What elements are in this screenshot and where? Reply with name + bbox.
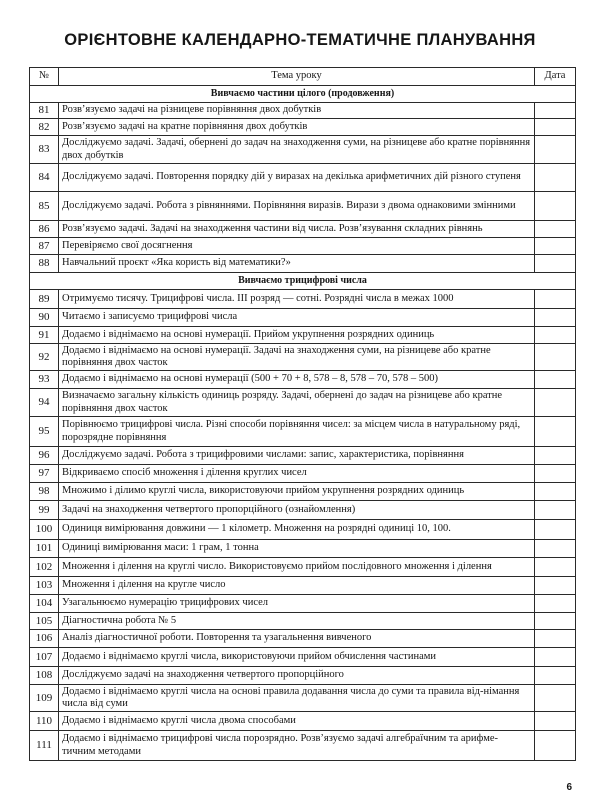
lesson-date [535,483,576,501]
table-row [30,731,576,761]
lesson-date [535,103,576,119]
lesson-topic: Досліджуємо задачі. Робота з рівняннями. Порівняння виразів. Вирази з двома однаковими змінними [59,192,535,221]
lesson-number: 106 [30,630,59,648]
table-row [30,577,576,595]
lesson-topic: Досліджуємо задачі. Задачі, обернені до задач на знаходження суми, на різницеве або кратне порівняння двох добутків [59,136,535,164]
table-row [30,685,576,712]
table-row [30,192,576,221]
table-row [30,558,576,577]
lesson-date [535,595,576,613]
lesson-date [535,371,576,389]
lesson-topic: Задачі на знаходження четвертого пропорційного (ознайомлення) [59,501,535,520]
lesson-number: 82 [30,119,59,136]
lesson-topic: Аналіз діагностичної роботи. Повторення та узагальнення вивченого [59,630,535,648]
table-row [30,630,576,648]
column-header-topic: Тема уроку [59,68,535,86]
table-row [30,290,576,309]
lesson-topic: Діагностична робота № 5 [59,613,535,630]
lesson-topic: Відкриваємо спосіб множення і ділення круглих чисел [59,465,535,483]
column-header-date: Дата [535,68,576,86]
lesson-topic: Досліджуємо задачі. Повторення порядку дій у виразах на декілька арифметичних дій різного ступеня [59,164,535,192]
lesson-number: 90 [30,309,59,327]
lesson-date [535,417,576,447]
lesson-date [535,558,576,577]
lesson-number: 102 [30,558,59,577]
lesson-topic: Додаємо і віднімаємо на основі нумерації. Задачі на знаходження суми, на різницеве або кратне порівняння двох часток [59,344,535,371]
lesson-plan-table [29,67,576,761]
lesson-topic: Додаємо і віднімаємо трицифрові числа порозрядно. Розв’язуємо задачі алгебраїчним та арифме-тичним методами [59,731,535,761]
lesson-number: 87 [30,238,59,255]
lesson-number: 84 [30,164,59,192]
lesson-date [535,221,576,238]
lesson-date [535,447,576,465]
lesson-date [535,119,576,136]
lesson-topic: Додаємо і віднімаємо круглі числа на основі правила додавання числа до суми та правила від-німання числа від суми [59,685,535,712]
page-title: ОРІЄНТОВНЕ КАЛЕНДАРНО-ТЕМАТИЧНЕ ПЛАНУВАННЯ [64,31,536,49]
lesson-topic: Навчальний проєкт «Яка користь від математики?» [59,255,535,273]
lesson-topic: Додаємо і віднімаємо на основі нумерації (500 + 70 + 8, 578 – 8, 578 – 70, 578 – 500) [59,371,535,389]
section-header-row [30,86,576,103]
lesson-number: 111 [30,731,59,761]
lesson-topic: Узагальнюємо нумерацію трицифрових чисел [59,595,535,613]
lesson-date [535,577,576,595]
lesson-number: 81 [30,103,59,119]
lesson-date [535,309,576,327]
lesson-number: 97 [30,465,59,483]
lesson-topic: Перевіряємо свої досягнення [59,238,535,255]
lesson-number: 89 [30,290,59,309]
lesson-date [535,255,576,273]
table-row [30,255,576,273]
lesson-date [535,613,576,630]
lesson-date [535,731,576,761]
table-row [30,221,576,238]
table-row [30,417,576,447]
lesson-number: 105 [30,613,59,630]
table-row [30,520,576,540]
lesson-date [535,520,576,540]
lesson-topic: Множимо і ділимо круглі числа, використовуючи прийом укрупнення розрядних одиниць [59,483,535,501]
lesson-topic: Розв’язуємо задачі на кратне порівняння двох добутків [59,119,535,136]
lesson-number: 104 [30,595,59,613]
lesson-topic: Порівнюємо трицифрові числа. Різні способи порівняння чисел: за місцем числа в натуральному ряді, порозрядне порівняння [59,417,535,447]
lesson-date [535,501,576,520]
table-row [30,595,576,613]
lesson-number: 98 [30,483,59,501]
table-row [30,613,576,630]
lesson-topic: Множення і ділення на круглі число. Використовуємо прийом послідовного множення і ділення [59,558,535,577]
lesson-number: 85 [30,192,59,221]
lesson-number: 100 [30,520,59,540]
table-row [30,667,576,685]
lesson-number: 110 [30,712,59,731]
lesson-topic: Множення і ділення на кругле число [59,577,535,595]
table-row [30,648,576,667]
table-row [30,483,576,501]
lesson-date [535,648,576,667]
section-header-row [30,273,576,290]
table-row [30,309,576,327]
table-row [30,344,576,371]
lesson-topic: Досліджуємо задачі на знаходження четвертого пропорційного [59,667,535,685]
table-row [30,371,576,389]
table-row [30,119,576,136]
table-row [30,540,576,558]
lesson-topic: Додаємо і віднімаємо круглі числа двома способами [59,712,535,731]
table-row [30,103,576,119]
lesson-number: 86 [30,221,59,238]
lesson-topic: Розв’язуємо задачі на різницеве порівняння двох добутків [59,103,535,119]
table-row [30,501,576,520]
lesson-number: 91 [30,327,59,344]
lesson-topic: Читаємо і записуємо трицифрові числа [59,309,535,327]
table-row [30,164,576,192]
table-row [30,136,576,164]
page-number: 6 [566,782,572,793]
lesson-topic: Одиниця вимірювання довжини — 1 кілометр. Множення на розрядні одиниці 10, 100. [59,520,535,540]
lesson-number: 88 [30,255,59,273]
table-row [30,465,576,483]
column-header-number: № [30,68,59,86]
lesson-date [535,238,576,255]
lesson-topic: Визначаємо загальну кількість одиниць розряду. Задачі, обернені до задач на різницеве або кратне порівняння двох часток [59,389,535,417]
lesson-date [535,389,576,417]
lesson-date [535,290,576,309]
table-row [30,389,576,417]
lesson-topic: Отримуємо тисячу. Трицифрові числа. ІІІ розряд — сотні. Розрядні числа в межах 1000 [59,290,535,309]
table-header-row [30,68,576,86]
lesson-number: 101 [30,540,59,558]
lesson-number: 107 [30,648,59,667]
lesson-date [535,465,576,483]
lesson-number: 83 [30,136,59,164]
lesson-number: 108 [30,667,59,685]
lesson-topic: Додаємо і віднімаємо на основі нумерації. Прийом укрупнення розрядних одиниць [59,327,535,344]
lesson-date [535,344,576,371]
lesson-date [535,630,576,648]
lesson-number: 96 [30,447,59,465]
section-title: Вивчаємо частини цілого (продовження) [30,86,576,103]
lesson-topic: Розв’язуємо задачі. Задачі на знаходження частини від числа. Розв’язування складних рівнянь [59,221,535,238]
table-row [30,327,576,344]
lesson-date [535,136,576,164]
table-row [30,712,576,731]
table-row [30,238,576,255]
lesson-number: 99 [30,501,59,520]
lesson-date [535,164,576,192]
lesson-topic: Додаємо і віднімаємо круглі числа, використовуючи прийом обчислення частинами [59,648,535,667]
lesson-date [535,540,576,558]
lesson-topic: Досліджуємо задачі. Робота з трицифровими числами: запис, характеристика, порівняння [59,447,535,465]
lesson-date [535,327,576,344]
lesson-number: 103 [30,577,59,595]
lesson-number: 109 [30,685,59,712]
lesson-date [535,712,576,731]
lesson-date [535,685,576,712]
lesson-number: 93 [30,371,59,389]
lesson-number: 94 [30,389,59,417]
lesson-number: 95 [30,417,59,447]
table-body [30,86,576,761]
lesson-date [535,192,576,221]
table-row [30,447,576,465]
section-title: Вивчаємо трицифрові числа [30,273,576,290]
lesson-topic: Одиниці вимірювання маси: 1 грам, 1 тонна [59,540,535,558]
lesson-date [535,667,576,685]
lesson-number: 92 [30,344,59,371]
